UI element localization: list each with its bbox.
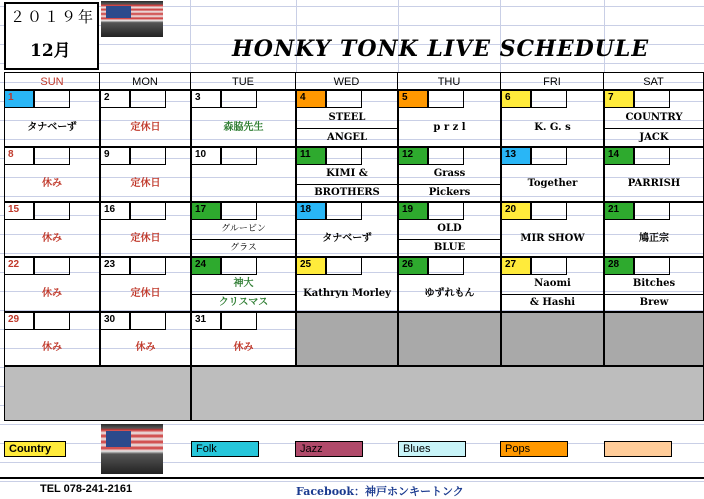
empty-cell (501, 312, 604, 366)
strip-box (130, 202, 166, 220)
event-text: 休み (42, 233, 62, 244)
event-text: Naomi (534, 278, 571, 289)
day-number: 9 (100, 147, 130, 165)
event-text: 休み (135, 342, 156, 353)
strip-box (428, 90, 464, 108)
strip-box (428, 147, 464, 165)
page-title: HONKY TONK LIVE SCHEDULE (232, 36, 650, 62)
event-text: ANGEL (326, 131, 368, 143)
event-text: 休み (233, 342, 254, 353)
weekday-header-mon: MON (100, 72, 191, 90)
day-number: 19 (398, 202, 428, 220)
strip-box (428, 257, 464, 275)
day-number: 21 (604, 202, 634, 220)
day-number: 16 (100, 202, 130, 220)
flag-image-bottom (101, 424, 163, 474)
strip-box (221, 257, 257, 275)
event-text: Bitches (632, 278, 676, 289)
day-number: 22 (4, 257, 34, 275)
phone-number: TEL 078-241-2161 (40, 483, 133, 495)
event-text: 定休日 (130, 122, 161, 133)
empty-cell (398, 312, 501, 366)
event-text: COUNTRY (625, 112, 683, 123)
legend-item: Folk (191, 441, 259, 457)
strip-box (531, 147, 567, 165)
day-number: 26 (398, 257, 428, 275)
strip-box (326, 90, 362, 108)
empty-cell (604, 312, 704, 366)
strip-box (130, 257, 166, 275)
year-label: ２０１９年 (10, 8, 96, 26)
month-label: 12月 (30, 41, 71, 61)
day-number: 25 (296, 257, 326, 275)
strip-box (221, 90, 257, 108)
event-text: ゆずれもん (424, 288, 475, 299)
event-text: BROTHERS (314, 186, 380, 198)
day-number: 6 (501, 90, 531, 108)
legend-item (604, 441, 672, 457)
day-number: 23 (100, 257, 130, 275)
empty-row-block (191, 366, 704, 421)
event-text: タナベーず (27, 122, 77, 133)
event-text: Together (527, 178, 578, 189)
day-number: 30 (100, 312, 130, 330)
strip-box (531, 202, 567, 220)
empty-cell (296, 312, 398, 366)
strip-box (326, 257, 362, 275)
strip-box (634, 202, 670, 220)
strip-box (634, 90, 670, 108)
event-text: 休み (42, 342, 62, 353)
day-number: 20 (501, 202, 531, 220)
event-text: Grass (433, 168, 466, 179)
event-text: Kathryn Morley (303, 288, 391, 299)
grid-line (0, 63, 704, 64)
weekday-header-thu: THU (398, 72, 501, 90)
event-text: PARRISH (627, 178, 681, 189)
strip-box (531, 257, 567, 275)
event-text: BLUE (433, 241, 466, 253)
day-number: 27 (501, 257, 531, 275)
day-number: 10 (191, 147, 221, 165)
event-text: 神大 (233, 278, 254, 289)
day-number: 31 (191, 312, 221, 330)
strip-box (34, 147, 70, 165)
weekday-header-wed: WED (296, 72, 398, 90)
day-number: 13 (501, 147, 531, 165)
strip-box (130, 90, 166, 108)
event-text: Brew (639, 296, 669, 308)
event-text: グラス (230, 242, 257, 253)
event-text: MIR SHOW (520, 233, 585, 244)
event-text: Pickers (428, 186, 471, 198)
day-number: 8 (4, 147, 34, 165)
strip-box (34, 257, 70, 275)
event-text: 休み (42, 178, 62, 189)
event-text: クリスマス (218, 296, 269, 308)
event-text: JACK (639, 131, 669, 143)
day-number: 14 (604, 147, 634, 165)
day-number: 24 (191, 257, 221, 275)
strip-box (221, 202, 257, 220)
strip-box (221, 147, 257, 165)
day-number: 4 (296, 90, 326, 108)
strip-box (34, 90, 70, 108)
day-number: 7 (604, 90, 634, 108)
event-text: KIMI & (326, 168, 368, 179)
event-text: 休み (42, 288, 62, 299)
strip-box (634, 257, 670, 275)
weekday-header-sun: SUN (4, 72, 100, 90)
empty-row-block (4, 366, 191, 421)
day-number: 2 (100, 90, 130, 108)
event-text: STEEL (328, 112, 366, 123)
weekday-header-sat: SAT (604, 72, 704, 90)
strip-box (34, 312, 70, 330)
event-text: & Hashi (529, 296, 576, 308)
event-text: 定休日 (130, 178, 161, 189)
footer-divider (0, 477, 704, 479)
event-text: タナベーず (322, 233, 372, 244)
weekday-header-fri: FRI (501, 72, 604, 90)
strip-box (34, 202, 70, 220)
strip-box (221, 312, 257, 330)
day-number: 5 (398, 90, 428, 108)
day-number: 28 (604, 257, 634, 275)
strip-box (130, 312, 166, 330)
legend-item: Pops (500, 441, 568, 457)
facebook-link[interactable]: Facebook：神戸ホンキートンク (296, 485, 464, 498)
strip-box (428, 202, 464, 220)
strip-box (130, 147, 166, 165)
event-text: 森脇先生 (223, 122, 264, 133)
day-number: 15 (4, 202, 34, 220)
event-text: 定休日 (130, 233, 161, 244)
event-text: OLD (437, 223, 462, 234)
day-number: 18 (296, 202, 326, 220)
weekday-header-tue: TUE (191, 72, 296, 90)
day-number: 12 (398, 147, 428, 165)
event-text: グルービン (221, 224, 266, 234)
event-text: 定休日 (130, 288, 161, 299)
event-text: p r z l (433, 122, 466, 133)
strip-box (531, 90, 567, 108)
strip-box (326, 147, 362, 165)
flag-image (101, 1, 163, 37)
event-text (191, 165, 296, 202)
legend-item: Blues (398, 441, 466, 457)
day-number: 3 (191, 90, 221, 108)
day-number: 29 (4, 312, 34, 330)
day-number: 17 (191, 202, 221, 220)
grid-line (190, 0, 191, 72)
event-text: 鳩正宗 (639, 233, 669, 244)
legend-item: Country (4, 441, 66, 457)
event-text: K. G. s (534, 122, 571, 133)
strip-box (634, 147, 670, 165)
legend-item: Jazz (295, 441, 363, 457)
day-number: 1 (4, 90, 34, 108)
day-number: 11 (296, 147, 326, 165)
strip-box (326, 202, 362, 220)
grid-line (0, 481, 704, 482)
